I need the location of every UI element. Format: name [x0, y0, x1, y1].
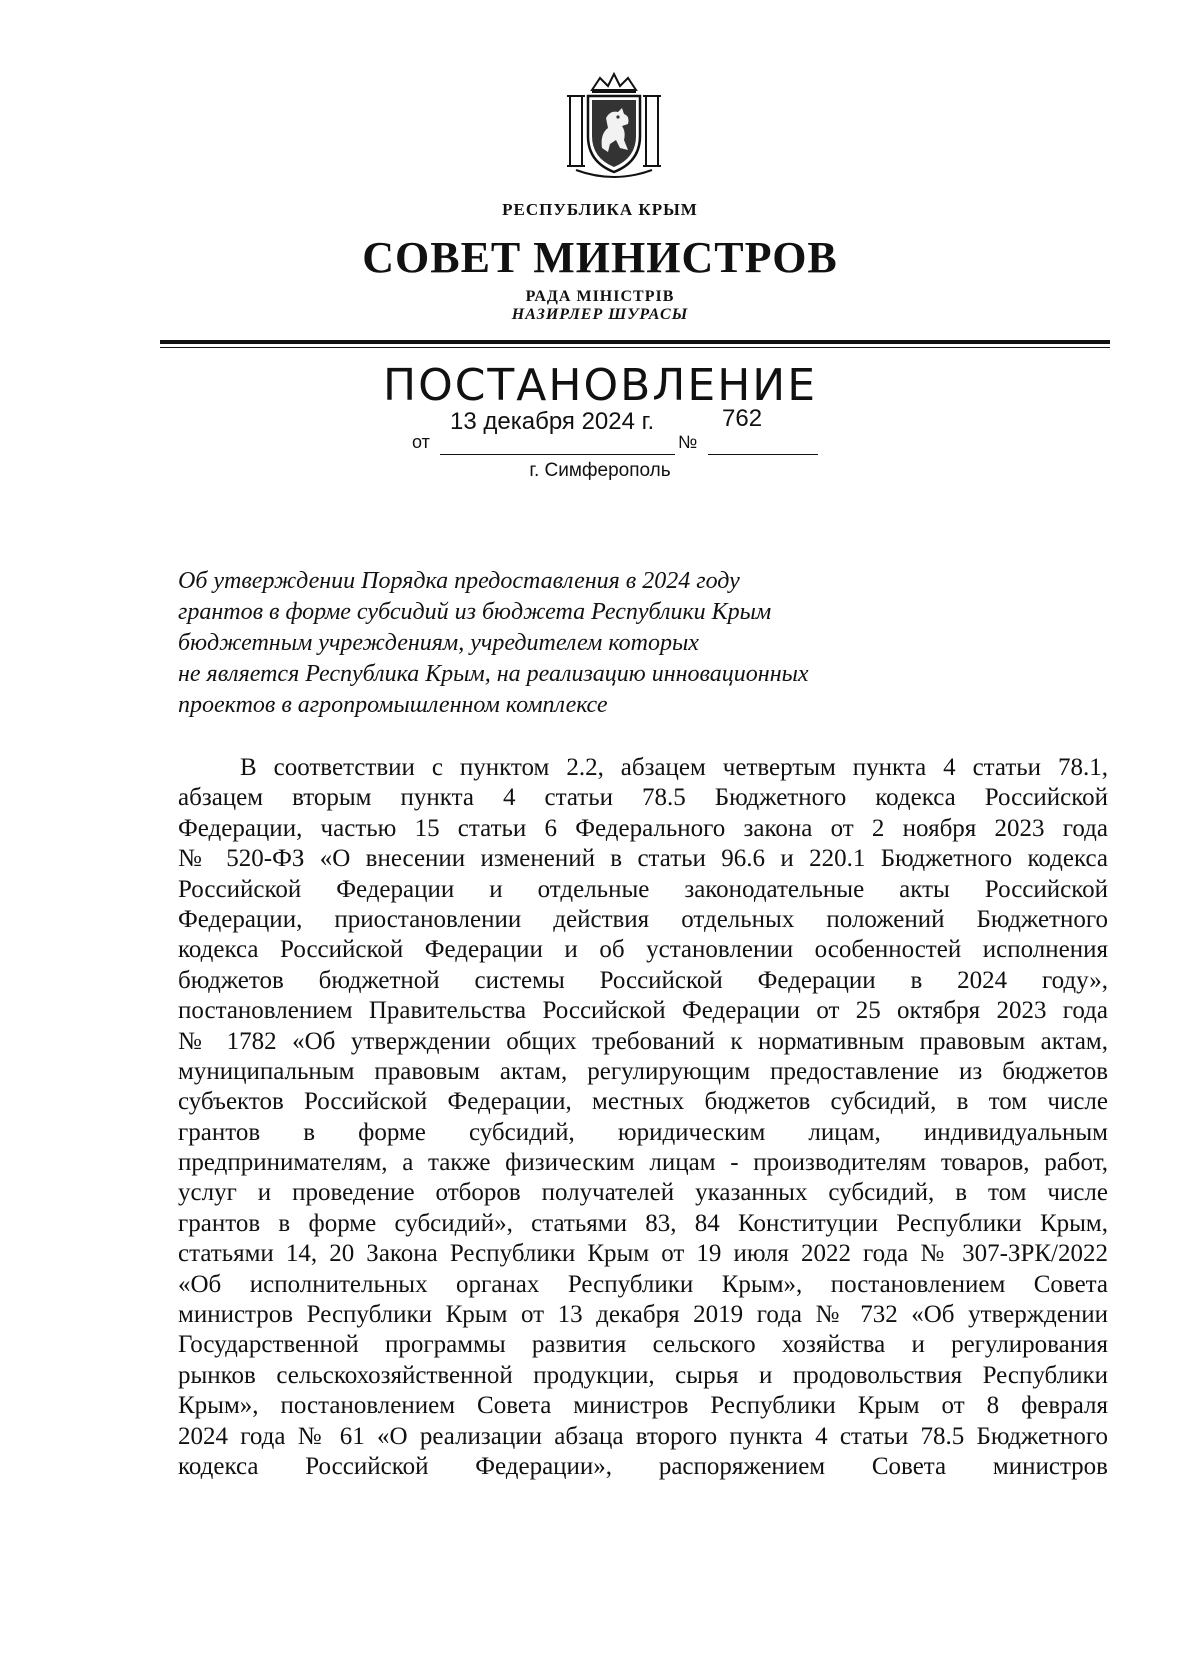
body-line: «Об исполнительных органах Республики Крым», постановлением Совета	[178, 1270, 1108, 1298]
header-divider-thin	[160, 347, 1110, 348]
body-line: министров Республики Крым от 13 декабря 2019 года № 732 «Об утверждении	[178, 1301, 1108, 1329]
body-line: грантов в форме субсидий», статьями 83, 84 Конституции Республики Крым,	[178, 1209, 1108, 1237]
council-name-ukrainian: РАДА МІНІСТРІВ	[525, 288, 675, 305]
subject-line: проектов в агропромышленном комплексе	[178, 692, 608, 718]
council-name: СОВЕТ МИНИСТРОВ	[362, 233, 838, 282]
body-line: № 520-ФЗ «О внесении изменений в статьи 96.6 и 220.1 Бюджетного кодекса	[178, 845, 1108, 873]
body-line: Российской Федерации и отдельные законодательные акты Российской	[178, 875, 1108, 903]
body-line: бюджетов бюджетной системы Российской Федерации в 2024 году»,	[178, 966, 1108, 994]
decree-date: 13 декабря 2024 г.	[450, 408, 655, 435]
body-line: субъектов Российской Федерации, местных бюджетов субсидий, в том числе	[178, 1088, 1108, 1116]
body-line: абзацем вторым пункта 4 статьи 78.5 Бюджетного кодекса Российской	[178, 784, 1108, 812]
date-label: от	[412, 432, 430, 452]
body-line: 2024 года № 61 «О реализации абзаца второго пункта 4 статьи 78.5 Бюджетного	[178, 1422, 1108, 1450]
body-line: Крым», постановлением Совета министров Республики Крым от 8 февраля	[178, 1392, 1108, 1420]
subject-line: не является Республика Крым, на реализацию инновационных	[178, 661, 809, 687]
body-line: муниципальным правовым актам, регулирующим предоставление из бюджетов	[178, 1057, 1108, 1085]
body-line: услуг и проведение отборов получателей указанных субсидий, в том числе	[178, 1179, 1108, 1207]
crimea-coat-of-arms-icon	[562, 70, 666, 182]
council-name-crimean-tatar: НАЗИРЛЕР ШУРАСЫ	[511, 306, 689, 323]
number-label: №	[678, 432, 698, 452]
subject-line: грантов в форме субсидий из бюджета Республики Крым	[178, 599, 772, 625]
number-underline	[708, 454, 818, 455]
body-line: предпринимателям, а также физическим лицам - производителям товаров, работ,	[178, 1149, 1108, 1177]
decree-city: г. Симферополь	[529, 460, 671, 481]
body-line: Федерации, частью 15 статьи 6 Федерального закона от 2 ноября 2023 года	[178, 814, 1108, 842]
decree-subject	[178, 566, 938, 721]
header-divider-thick	[160, 340, 1110, 344]
body-line: кодекса Российской Федерации и об установлении особенностей исполнения	[178, 936, 1108, 964]
republic-name: РЕСПУБЛИКА КРЫМ	[502, 200, 698, 219]
subject-line: Об утверждении Порядка предоставления в 2024 году	[178, 568, 740, 594]
body-line: статьями 14, 20 Закона Республики Крым от 19 июля 2022 года № 307-ЗРК/2022	[178, 1240, 1108, 1268]
body-line: В соответствии с пунктом 2.2, абзацем четвертым пункта 4 статьи 78.1,	[240, 754, 1108, 781]
date-underline	[440, 454, 675, 455]
body-line: Государственной программы развития сельского хозяйства и регулирования	[178, 1331, 1108, 1359]
body-line: рынков сельскохозяйственной продукции, сырья и продовольствия Республики	[178, 1361, 1108, 1389]
body-line: № 1782 «Об утверждении общих требований к нормативным правовым актам,	[178, 1027, 1108, 1055]
subject-line: бюджетным учреждениям, учредителем которых	[178, 630, 699, 656]
body-line: Федерации, приостановлении действия отдельных положений Бюджетного	[178, 905, 1108, 933]
decree-number: 762	[722, 405, 763, 432]
decree-title: ПОСТАНОВЛЕНИЕ	[382, 360, 817, 411]
body-line: постановлением Правительства Российской Федерации от 25 октября 2023 года	[178, 997, 1108, 1025]
body-line: кодекса Российской Федерации», распоряжением Совета министров	[178, 1452, 1108, 1480]
body-line: грантов в форме субсидий, юридическим лицам, индивидуальным	[178, 1118, 1108, 1146]
decree-body	[178, 753, 1108, 1482]
